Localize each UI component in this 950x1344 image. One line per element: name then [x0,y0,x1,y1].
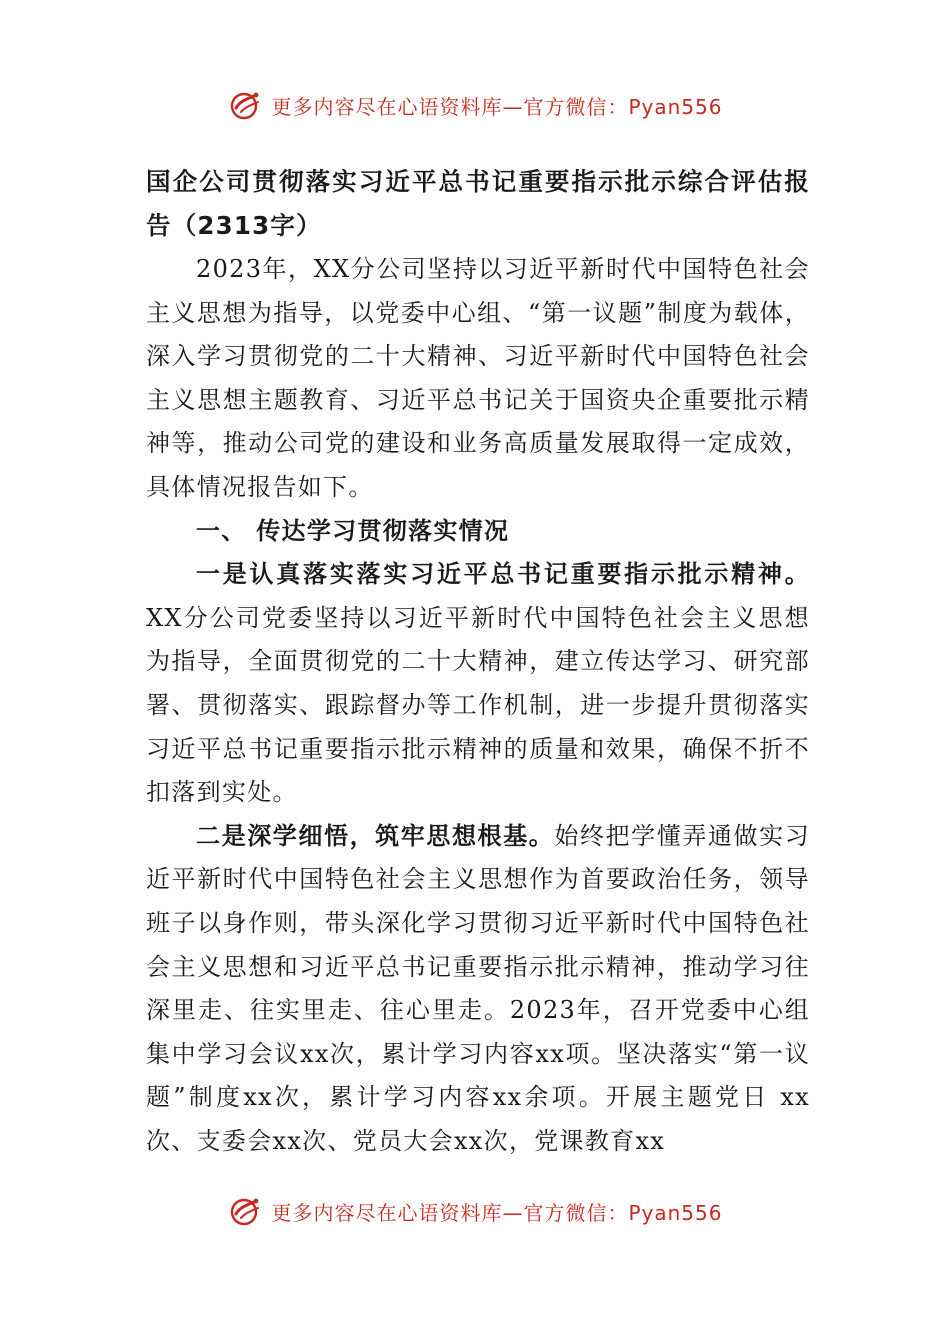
section-heading-1: 一、 传达学习贯彻落实情况 [196,516,510,545]
watermark-text: 更多内容尽在心语资料库—官方微信：Pyan556 [271,94,723,119]
point-1-lead: 一是认真落实落实习近平总书记重要指示批示精神。 [196,560,810,589]
header-watermark [0,82,950,128]
point-2-lead: 二是深学细悟，筑牢思想根基。 [196,821,555,850]
watermark-text: 更多内容尽在心语资料库—官方微信：Pyan556 [271,1200,723,1225]
brush-logo-icon [227,1193,263,1229]
footer-watermark [0,1188,950,1234]
point-2-body: 始终把学懂弄通做实习近平新时代中国特色社会主义思想作为首要政治任务，领导班子以身作则，带头深化学习贯彻习近平新时代中国特色社会主义思想和习近平总书记重要指示批示精神，推动学习往深里走、往实里走、往心里走。2023年，召开党委中心组集中学习会议xx次，累计学习内容xx项。坚决落实“第一议题”制度xx次，累计学习内容xx余项。开展主题党日 xx次、支委会xx次、党员大会xx次，党课教育xx [146,821,811,1155]
intro-paragraph: 2023年，XX分公司坚持以习近平新时代中国特色社会主义思想为指导，以党委中心组、“第一议题”制度为载体，深入学习贯彻党的二十大精神、习近平新时代中国特色社会主义思想主题教育、习近平总书记关于国资央企重要批示精神等，推动公司党的建设和业务高质量发展取得一定成效，具体情况报告如下。 [146,255,810,501]
point-1-body: XX分公司党委坚持以习近平新时代中国特色社会主义思想为指导，全面贯彻党的二十大精神，建立传达学习、研究部署、贯彻落实、跟踪督办等工作机制，进一步提升贯彻落实习近平总书记重要指示批示精神的质量和效果，确保不折不扣落到实处。 [146,603,810,807]
document-body [146,160,810,1163]
document-title: 国企公司贯彻落实习近平总书记重要指示批示综合评估报告（2313字） [146,167,810,240]
point-1-paragraph [146,553,810,815]
point-2-paragraph [146,815,810,1164]
brush-logo-icon [227,87,263,123]
